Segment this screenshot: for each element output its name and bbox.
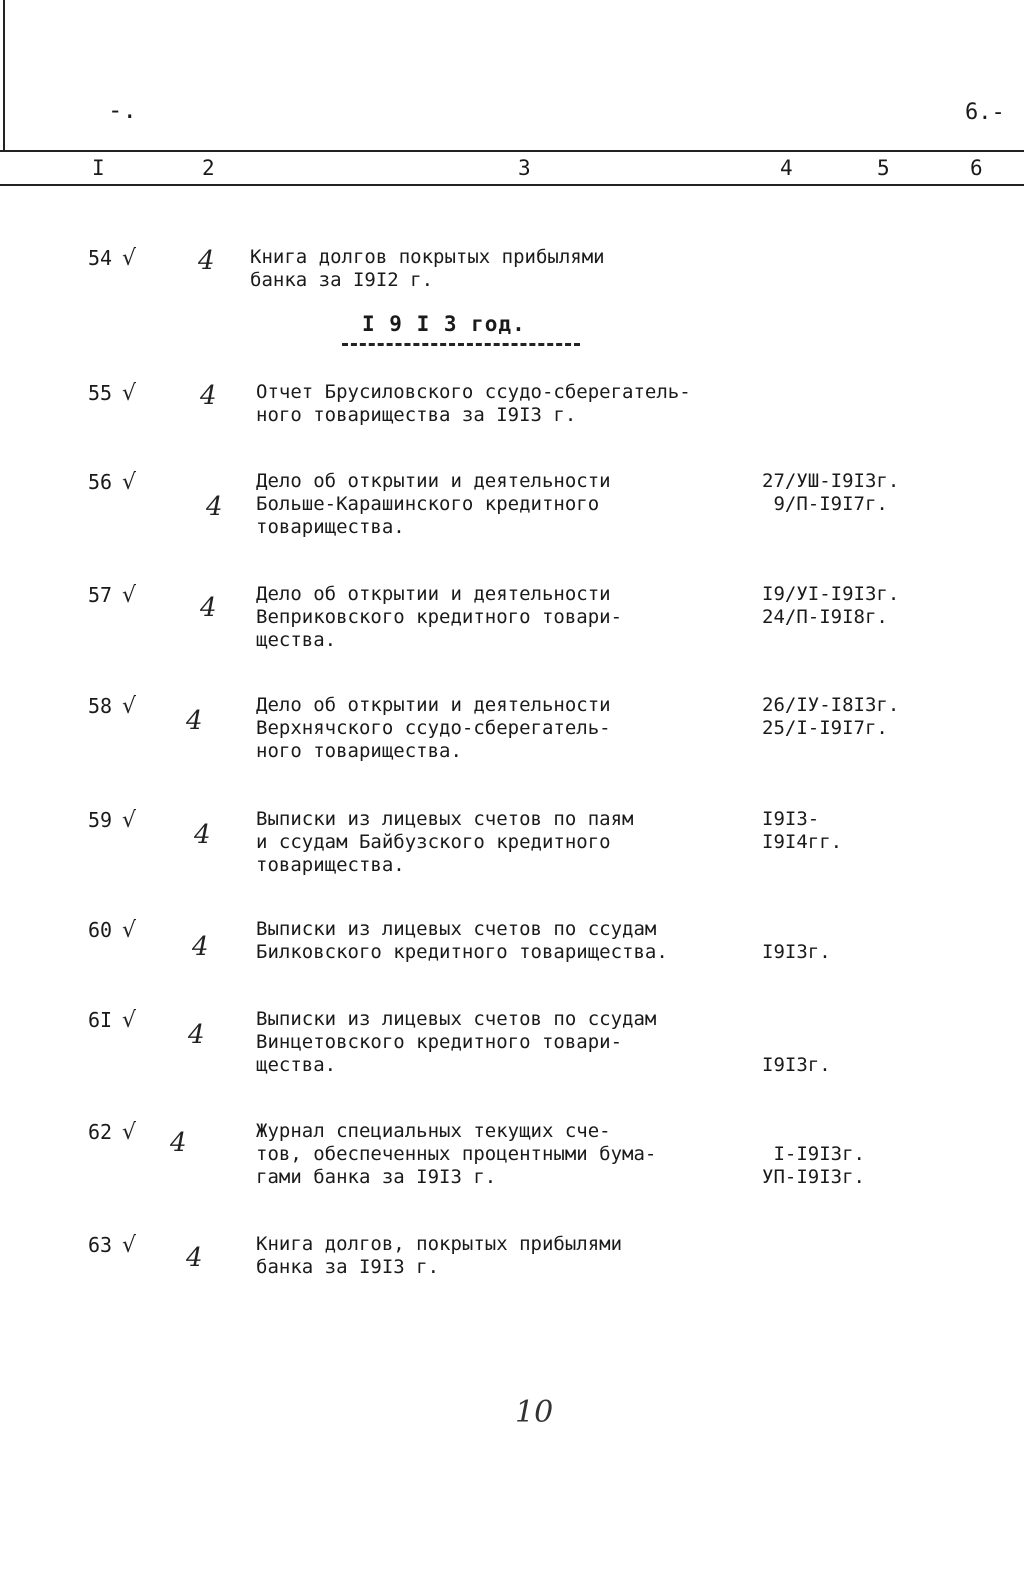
handwritten-mark: 4	[206, 492, 223, 522]
entry-dates: I9I3- I9I4гг.	[762, 808, 843, 853]
entry-number: 60	[88, 918, 113, 942]
handwritten-mark: 4	[192, 932, 209, 962]
entry-title: Выписки из лицевых счетов по ссудам Билковского кредитного товарищества.	[256, 918, 668, 963]
top-dash-mark: -.	[108, 96, 137, 124]
entry-title: Книга долгов, покрытых прибылями банка за I9I3 г.	[256, 1233, 623, 1278]
entry-number: 54	[88, 246, 113, 270]
entry-title: Дело об открытии и деятельности Верхнячского ссудо-сберегатель- ного товарищества.	[256, 694, 611, 762]
checkmark-icon: √	[122, 246, 137, 271]
checkmark-icon: √	[122, 470, 137, 495]
checkmark-icon: √	[122, 1233, 137, 1258]
handwritten-mark: 4	[170, 1128, 187, 1158]
handwritten-mark: 4	[186, 706, 203, 736]
handwritten-mark: 4	[194, 820, 211, 850]
entry-title: Дело об открытии и деятельности Веприковского кредитного товари- щества.	[256, 583, 623, 651]
header-rule-top	[0, 150, 1024, 152]
column-header-2: 2	[202, 156, 215, 180]
year-heading-underline	[342, 343, 580, 346]
entry-title: Выписки из лицевых счетов по ссудам Винцетовского кредитного товари- щества.	[256, 1008, 657, 1076]
column-header-1: I	[92, 156, 105, 180]
checkmark-icon: √	[122, 1120, 137, 1145]
handwritten-mark: 4	[200, 593, 217, 623]
checkmark-icon: √	[122, 694, 137, 719]
handwritten-mark: 4	[186, 1243, 203, 1273]
margin-line	[3, 0, 5, 150]
entry-dates: I-I9I3г. УП-I9I3г.	[762, 1143, 865, 1188]
entry-dates: I9I3г.	[762, 941, 831, 963]
entry-title: Выписки из лицевых счетов по паям и ссудам Байбузского кредитного товарищества.	[256, 808, 634, 876]
checkmark-icon: √	[122, 918, 137, 943]
year-heading: I 9 I 3 год.	[362, 312, 526, 336]
checkmark-icon: √	[122, 583, 137, 608]
handwritten-sheet-number: 10	[515, 1395, 554, 1430]
entry-number: 59	[88, 808, 113, 832]
entry-title: Журнал специальных текущих сче- тов, обеспеченных процентными бума- гами банка за I9I3 г.	[256, 1120, 657, 1188]
checkmark-icon: √	[122, 808, 137, 833]
handwritten-mark: 4	[198, 246, 215, 276]
entry-dates: I9I3г.	[762, 1054, 831, 1076]
entry-number: 57	[88, 583, 113, 607]
page-number: 6.-	[965, 100, 1005, 125]
header-rule-bottom	[0, 184, 1024, 186]
entry-dates: I9/УI-I9I3г. 24/П-I9I8г.	[762, 583, 900, 628]
entry-title: Книга долгов покрытых прибылями банка за I9I2 г.	[250, 246, 605, 291]
handwritten-mark: 4	[200, 381, 217, 411]
entry-number: 55	[88, 381, 113, 405]
entry-dates: 27/УШ-I9I3г. 9/П-I9I7г.	[762, 470, 900, 515]
column-header-4: 4	[780, 156, 793, 180]
entry-number: 62	[88, 1120, 113, 1144]
column-header-6: 6	[970, 156, 983, 180]
checkmark-icon: √	[122, 381, 137, 406]
entry-number: 6I	[88, 1008, 113, 1032]
entry-number: 56	[88, 470, 113, 494]
entry-dates: 26/IУ-I8I3г. 25/I-I9I7г.	[762, 694, 900, 739]
entry-number: 63	[88, 1233, 113, 1257]
entry-title: Отчет Брусиловского ссудо-сберегатель- ного товарищества за I9I3 г.	[256, 381, 691, 426]
entry-title: Дело об открытии и деятельности Больше-Карашинского кредитного товарищества.	[256, 470, 611, 538]
column-header-3: 3	[518, 156, 531, 180]
entry-number: 58	[88, 694, 113, 718]
handwritten-mark: 4	[188, 1020, 205, 1050]
checkmark-icon: √	[122, 1008, 137, 1033]
column-header-5: 5	[877, 156, 890, 180]
